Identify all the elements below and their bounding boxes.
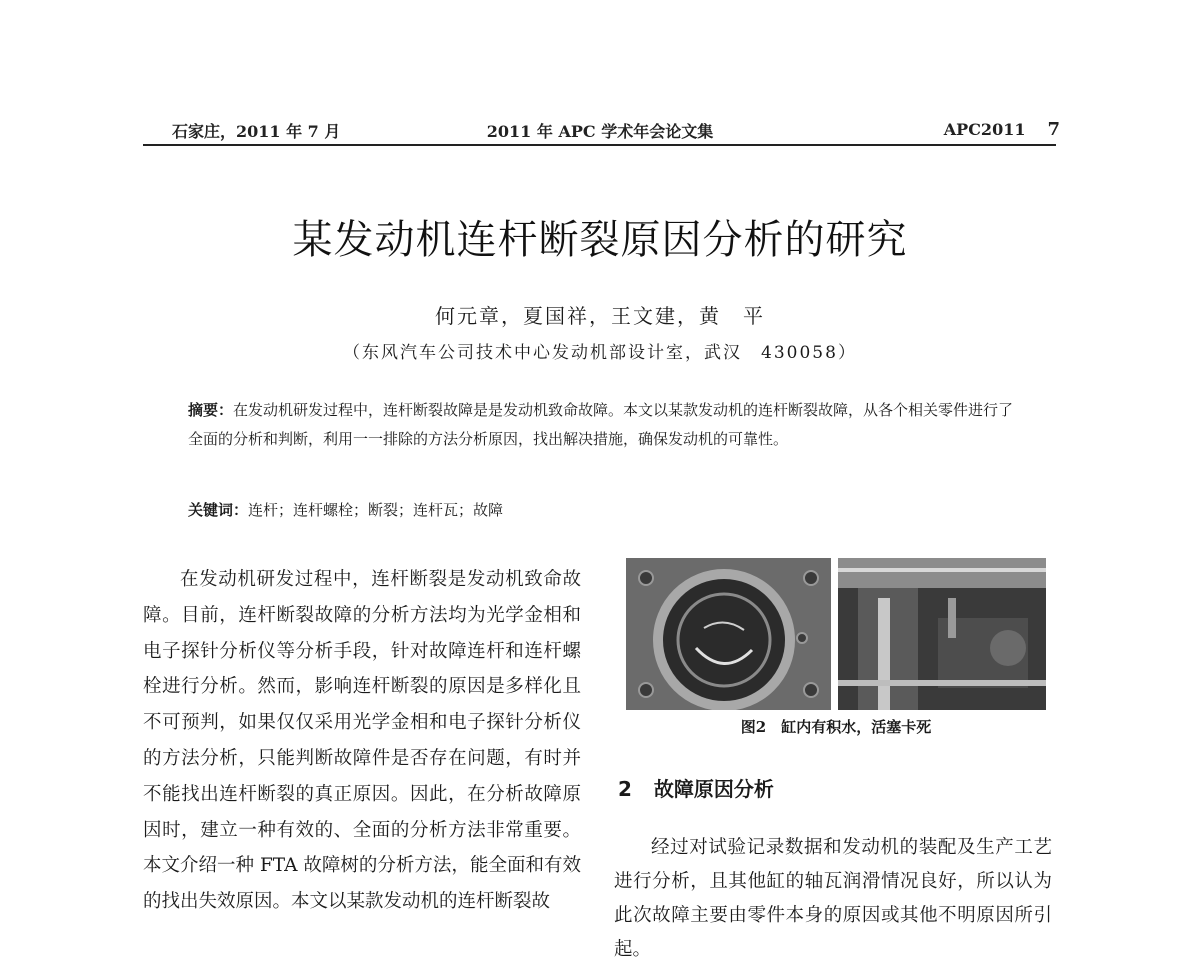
piston-photo	[838, 558, 1046, 710]
paper-authors: 何元章，夏国祥，王文建，黄 平	[435, 304, 765, 328]
right-column	[614, 831, 1052, 967]
keywords	[188, 498, 1018, 522]
header-rule	[143, 144, 1056, 146]
paper-title: 某发动机连杆断裂原因分析的研究	[292, 217, 908, 263]
abstract-text: 在发动机研发过程中，连杆断裂故障是是发动机致命故障。本文以某款发动机的连杆断裂故障，从各个相关零件进行了全面的分析和判断，利用一一排除的方法分析原因，找出解决措施，确保发动机的可靠性。	[188, 401, 1014, 448]
section-title: 故障原因分析	[653, 777, 774, 801]
header-proceedings: 2011 年 APC 学术年会论文集	[486, 122, 714, 141]
abstract-label: 摘要：	[188, 401, 234, 419]
header-right	[944, 119, 1060, 140]
keywords-text: 连杆；连杆螺栓；断裂；连杆瓦；故障	[248, 501, 504, 519]
figure-2	[626, 558, 1046, 710]
cylinder-photo	[626, 558, 831, 710]
keywords-label: 关键词：	[188, 501, 249, 519]
paper-affiliation: （东风汽车公司技术中心发动机部设计室，武汉 430058）	[343, 343, 857, 363]
section-2-paragraph: 经过对试验记录数据和发动机的装配及生产工艺进行分析，且其他缸的轴瓦润滑情况良好，所以认为此次故障主要由零件本身的原因或其他不明原因所引起。	[614, 837, 1052, 960]
figure-2-caption: 图2 缸内有积水，活塞卡死	[740, 718, 932, 736]
header-conference-code: APC2011	[943, 120, 1026, 139]
intro-paragraph: 在发动机研发过程中，连杆断裂是发动机致命故障。目前，连杆断裂故障的分析方法均为光学金相和电子探针分析仪等分析手段，针对故障连杆和连杆螺栓进行分析。然而，影响连杆断裂的原因是多样化且不可预判，如果仅仅采用光学金相和电子探针分析仪的方法分析，只能判断故障件是否存在问题，有时并不能找出连杆断裂的真正原因。因此，在分析故障原因时，建立一种有效的、全面的分析方法非常重要。本文介绍一种 FTA 故障树的分析方法，能全面和有效的找出失效原因。本文以某款发动机的连杆断裂故	[143, 569, 581, 913]
abstract	[188, 396, 1018, 454]
section-2-heading	[618, 773, 774, 802]
page-number: 7	[1047, 119, 1060, 140]
header-location-date: 石家庄，2011 年 7 月	[172, 122, 341, 141]
left-column	[143, 562, 581, 920]
section-number: 2	[618, 777, 632, 801]
